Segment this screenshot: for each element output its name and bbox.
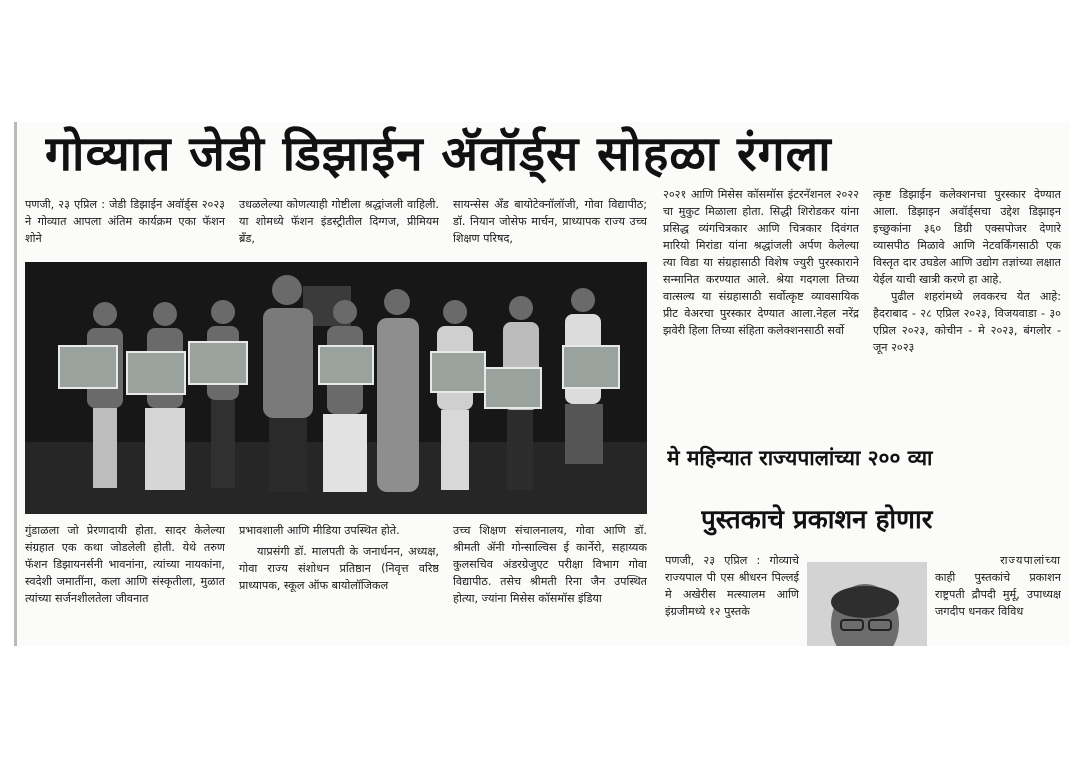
article-column-2: उधळलेल्या कोणत्याही गोष्टीला श्रद्धांजली वाहिली. या शोमध्ये फॅशन इंडस्ट्रीतील दिग्गज, प्रीमियम ब्रँड, (239, 198, 439, 245)
article-column-5-para-2: पुढील शहरांमध्ये लवकरच येत आहे: हैदराबाद - २८ एप्रिल २०२३, विजयवाडा - ३० एप्रिल २०२३, कोचीन - मे २०२३, बंगलोर - जून २०२३ (873, 290, 1061, 354)
second-story-column-2-label: राज्यपालांच्या (1000, 554, 1061, 567)
portrait-illustration (807, 562, 927, 646)
second-story-column-2-text: काही पुस्तकांचे प्रकाशन राष्ट्रपती द्रौपदी मुर्मू, उपाध्यक्ष जगदीप धनकर विविध (935, 571, 1061, 618)
article-column-5 (873, 186, 1061, 426)
second-story-column-1: पणजी, २३ एप्रिल : गोव्याचे राज्यपाल पी एस श्रीधरन पिल्लई मे अखेरीस मत्स्यालम आणि इंग्रजीमध्ये १२ पुस्तके (665, 554, 799, 618)
event-photo-illustration (25, 262, 647, 514)
event-photo (25, 262, 647, 514)
article-column-1: पणजी, २३ एप्रिल : जेडी डिझाईन अवॉर्ड्स २०२३ ने गोव्यात आपला अंतिम कार्यक्रम एका फॅशन शोने (25, 198, 225, 245)
article-column-2-continued-para-1: प्रभावशाली आणि मीडिया उपस्थित होते. (239, 524, 400, 537)
second-story-column-2 (935, 552, 1061, 646)
article-column-1-continued: गुंडाळला जो प्रेरणादायी होता. सादर केलेल्या संग्रहात एक कथा जोडलेली होती. येथे तरुण फॅशन डिझायनर्सनी भावनांना, त्यांच्या नायकांना, स्वदेशी जमातींना, कला आणि संस्कृतीला, मुळात त्यांच्या सर्जनशीलतेला जीवनात (25, 524, 225, 605)
article-column-5-para-1: त्कृष्ट डिझाईन कलेक्शनचा पुरस्कार देण्यात आला. डिझाइन अवॉर्ड्सचा उद्देश डिझाइन इच्छुकांना ३६० डिग्री एक्सपोजर देणारे व्यासपीठ मिळावे आणि नेटवर्किंगसाठी एक विस्तृत दार उघडेल आणि उद्योग तज्ञांच्या लक्षात येईल याची खात्री करणे हा आहे. (873, 188, 1061, 286)
article-column-3-continued: उच्च शिक्षण संचालनालय, गोवा आणि डॉ. श्रीमती ॲनी गोन्साल्विस ई कार्नेरो, सहाय्यक कुलसचिव अंडरग्रेजुएट परीक्षा विभाग गोवा विद्यापीठ. तसेच श्रीमती रिना जैन उपस्थित होत्या, ज्यांना मिसेस कॉसमॉस इंडिया (453, 524, 647, 605)
newspaper-clipping (14, 122, 1069, 646)
second-story-headline-line-1: मे महिन्यात राज्यपालांच्या २०० व्या (667, 446, 933, 470)
governor-portrait (807, 562, 927, 646)
article-column-2-continued (239, 522, 439, 646)
article-column-3: सायन्सेस अँड बायोटेक्नॉलॉजी, गोवा विद्यापीठ; डॉ. नियान जोसेफ मार्चन, प्राध्यापक राज्य उच्च शिक्षण परिषद, (453, 198, 647, 245)
article-column-2-continued-para-2: याप्रसंगी डॉ. मालपती के जनार्धनन, अध्यक्ष, गोवा राज्य संशोधन प्रतिष्ठान (निवृत्त वरिष्ठ प्राध्यापक, स्कूल ऑफ बायोलॉजिकल (239, 545, 439, 592)
main-headline: गोव्यात जेडी डिझाईन अ‍ॅवॉर्ड्स सोहळा रंगला (45, 126, 832, 182)
article-column-4: २०२१ आणि मिसेस कॉसमॉस इंटरनॅशनल २०२२ चा मुकुट मिळाला होता. सिद्धी शिरोडकर यांना प्रसिद्ध व्यंगचित्रकार आणि चित्रकार दिवंगत मारियो मिरांडा यांना श्रद्धांजली अर्पण केलेल्या त्या विडा या संग्रहासाठी विशेष ज्युरी पुरस्काराने सन्मानित करण्यात आले. श्रेया गदगला तिच्या वात्सल्य या संग्रहासाठी सर्वोत्कृष्ट व्यावसायिक प्रीट वेअरचा पुरस्कार देण्यात आला.नेहल नरेंद्र झवेरी हिला तिच्या संहिता कलेक्शनसाठी सर्वो (663, 188, 859, 337)
second-story-headline-line-2: पुस्तकाचे प्रकाशन होणार (701, 505, 933, 535)
